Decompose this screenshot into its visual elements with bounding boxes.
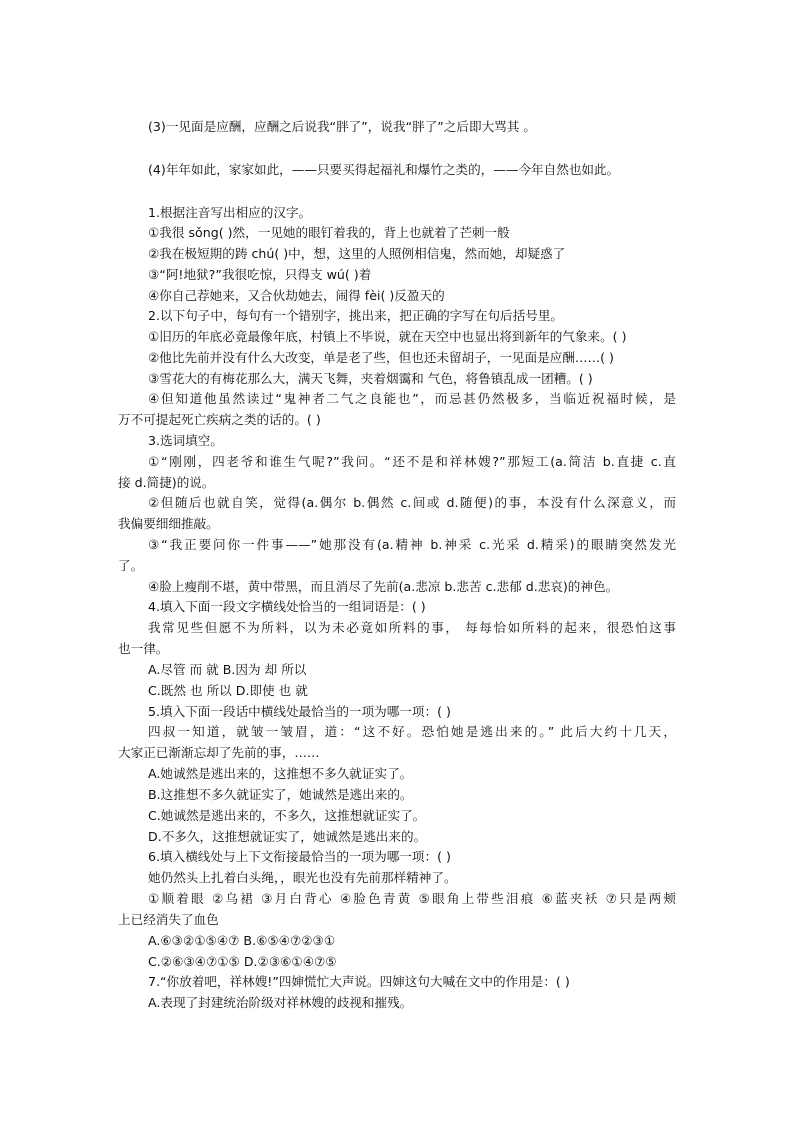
text-line: 我偏要细细推敲。 xyxy=(118,516,219,531)
paragraph-3: (3)一见面是应酬，应酬之后说我“胖了”，说我“胖了”之后即大骂其 。 xyxy=(148,119,536,134)
text-line: 上已经消失了血色 xyxy=(118,912,219,927)
text-line: 也一律。 xyxy=(118,641,169,656)
text-line: 2.以下句子中，每句有一个错别字，挑出来，把正确的字写在句后括号里。 xyxy=(148,308,564,323)
text-line: 四叔一知道，就皱一皱眉，道：“这不好。恐怕她是逃出来的。” 此后大约十几天， xyxy=(148,724,676,739)
text-line: ②他比先前并没有什么大改变，单是老了些，但也还未留胡子，一见面是应酬……( ) xyxy=(148,350,614,365)
text-line: 5.填入下面一段话中横线处最恰当的一项为哪一项：( ) xyxy=(148,704,451,719)
text-line: 大家正已渐渐忘却了先前的事，…… xyxy=(118,745,320,760)
text-line: ②我在极短期的踌 chú( )中，想，这里的人照例相信鬼，然而她，却疑惑了 xyxy=(148,246,566,261)
text-line: 我常见些但愿不为所料，以为未必竟如所料的事， 每每恰如所料的起来，很恐怕这事 xyxy=(148,620,676,635)
text-line: 6.填入横线处与上下文衔接最恰当的一项为哪一项：( ) xyxy=(148,849,451,864)
text-line: 7.“你放着吧，祥林嫂!”四婶慌忙大声说。四婶这句大喊在文中的作用是：( ) xyxy=(148,974,570,989)
text-line: A.尽管 而 就 B.因为 却 所以 xyxy=(148,662,307,677)
text-line: ②但随后也就自笑，觉得(a.偶尔 b.偶然 c.间或 d.随便)的事，本没有什么深意义，而 xyxy=(148,495,676,510)
text-line: C.既然 也 所以 D.即使 也 就 xyxy=(148,683,308,698)
paragraph-4: (4)年年如此，家家如此，——只要买得起福礼和爆竹之类的，——今年自然也如此。 xyxy=(148,162,620,177)
text-line: 3.选词填空。 xyxy=(148,433,223,448)
text-line: ①顺着眼 ②乌裙 ③月白背心 ④脸色青黄 ⑤眼角上带些泪痕 ⑥蓝夹袄 ⑦只是两颊 xyxy=(148,891,676,906)
text-line: C.②⑥③④⑦①⑤ D.②③⑥①④⑦⑤ xyxy=(148,954,337,969)
text-line: A.表现了封建统治阶级对祥林嫂的歧视和摧残。 xyxy=(148,995,413,1010)
text-line: 接 d.简捷)的说。 xyxy=(118,475,215,490)
text-line: 她仍然头上扎着白头绳，，眼光也没有先前那样精神了。 xyxy=(148,870,457,885)
text-line: 万不可提起死亡疾病之类的话的。( ) xyxy=(118,412,321,427)
text-line: ④但知道他虽然读过“鬼神者二气之良能也”，而忌甚仍然极多，当临近祝福时候，是 xyxy=(148,391,676,406)
text-line: D.不多久，这推想就证实了，她诚然是逃出来的。 xyxy=(148,829,427,844)
text-line: C.她诚然是逃出来的，不多久，这推想就证实了。 xyxy=(148,808,426,823)
text-line: ①我很 sǒng( )然，一见她的眼钉着我的，背上也就着了芒刺一般 xyxy=(148,225,510,240)
text-line: A.⑥③②①⑤④⑦ B.⑥⑤④⑦②③① xyxy=(148,933,336,948)
text-line: 4.填入下面一段文字横线处恰当的一组词语是：( ) xyxy=(148,599,426,614)
text-line: ①“刚刚，四老爷和谁生气呢?”我问。“还不是和祥林嫂?”那短工(a.简洁 b.直捷 c.直 xyxy=(148,454,676,469)
text-line: A.她诚然是逃出来的，这推想不多久就证实了。 xyxy=(148,766,413,781)
text-line: ④脸上瘦削不堪，黄中带黑，而且消尽了先前(a.悲凉 b.悲苦 c.悲郁 d.悲哀)的神色。 xyxy=(148,579,619,594)
text-line: ③雪花大的有梅花那么大，满天飞舞，夹着烟霭和 气色，将鲁镇乱成一团糟。( ) xyxy=(148,371,593,386)
text-line: B.这推想不多久就证实了，她诚然是逃出来的。 xyxy=(148,787,413,802)
text-line: ③“我正要问你一件事——”她那没有(a.精神 b.神采 c.光采 d.精采)的眼睛突然发光 xyxy=(148,537,676,552)
text-line: ③“阿!地狱?”我很吃惊，只得支 wú( )着 xyxy=(148,267,372,282)
text-line: 1.根据注音写出相应的汉字。 xyxy=(148,205,312,220)
text-line: ④你自己荐她来，又合伙劫她去，闹得 fèi( )反盈天的 xyxy=(148,288,445,303)
text-line: 了。 xyxy=(118,558,144,573)
text-line: ①旧历的年底必竟最像年底，村镇上不毕说，就在天空中也显出将到新年的气象来。( ) xyxy=(148,329,627,344)
